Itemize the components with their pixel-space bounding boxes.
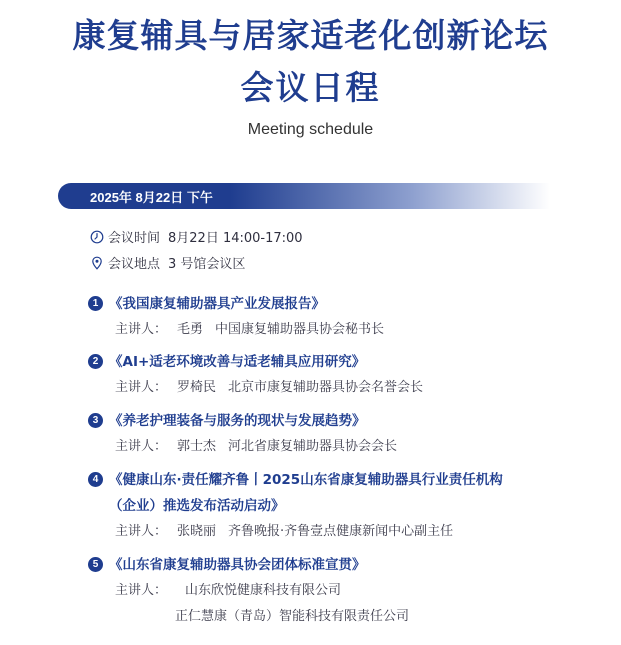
speaker-role: 河北省康复辅助器具协会会长 [228, 439, 398, 454]
session-date-banner [58, 183, 550, 209]
agenda-topic: 《我国康复辅助器具产业发展报告》 [109, 296, 325, 312]
meeting-place-label: 会议地点 [108, 257, 161, 272]
item-number-badge: 1 [88, 296, 103, 311]
speaker-organization: 山东欣悦健康科技有限公司 [185, 583, 342, 598]
meeting-time-row [90, 230, 303, 248]
speaker-name: 郭士杰 [177, 439, 217, 454]
agenda-speaker [115, 379, 423, 397]
agenda-speaker [115, 321, 384, 339]
item-number-badge: 4 [88, 472, 103, 487]
page-title-english: Meeting schedule [247, 121, 374, 138]
clock-icon [90, 230, 104, 244]
meeting-place-value: 3 号馆会议区 [168, 257, 246, 272]
speaker-label: 主讲人： [115, 524, 168, 539]
page-title: 康复辅具与居家适老化创新论坛 [72, 16, 549, 55]
meeting-place-row [90, 256, 245, 274]
agenda-topic: 《养老护理装备与服务的现状与发展趋势》 [109, 413, 366, 429]
speaker-role: 齐鲁晚报·齐鲁壹点健康新闻中心副主任 [228, 524, 454, 539]
location-pin-icon [90, 256, 104, 270]
meeting-time-value: 8月22日 14:00-17:00 [168, 231, 303, 246]
item-number-badge: 3 [88, 413, 103, 428]
meeting-time-label: 会议时间 [108, 231, 161, 246]
agenda-speaker [115, 582, 341, 600]
agenda-topic: 《健康山东·责任耀齐鲁丨2025山东省康复辅助器具行业责任机构 [109, 472, 503, 488]
page-subtitle: 会议日程 [240, 68, 381, 107]
session-date-text: 2025年 8月22日 下午 [90, 190, 213, 205]
agenda-speaker [115, 438, 397, 456]
speaker-role: 中国康复辅助器具协会秘书长 [215, 322, 385, 337]
speaker-label: 主讲人： [115, 322, 168, 337]
agenda-topic-continued: （企业）推选发布活动启动》 [109, 498, 285, 514]
speaker-role: 北京市康复辅助器具协会名誉会长 [228, 380, 424, 395]
agenda-speaker-second [175, 608, 409, 626]
speaker-label: 主讲人： [115, 583, 168, 598]
speaker-label: 主讲人： [115, 380, 168, 395]
speaker-name: 毛勇 [177, 322, 204, 337]
speaker-organization: 正仁慧康（青岛）智能科技有限责任公司 [175, 609, 410, 624]
item-number-badge: 5 [88, 557, 103, 572]
speaker-label: 主讲人： [115, 439, 168, 454]
agenda-speaker [115, 523, 453, 541]
agenda-topic: 《山东省康复辅助器具协会团体标准宣贯》 [109, 557, 366, 573]
agenda-topic: 《AI+适老环境改善与适老辅具应用研究》 [109, 354, 366, 370]
speaker-name: 罗椅民 [177, 380, 217, 395]
speaker-name: 张晓丽 [177, 524, 217, 539]
item-number-badge: 2 [88, 354, 103, 369]
